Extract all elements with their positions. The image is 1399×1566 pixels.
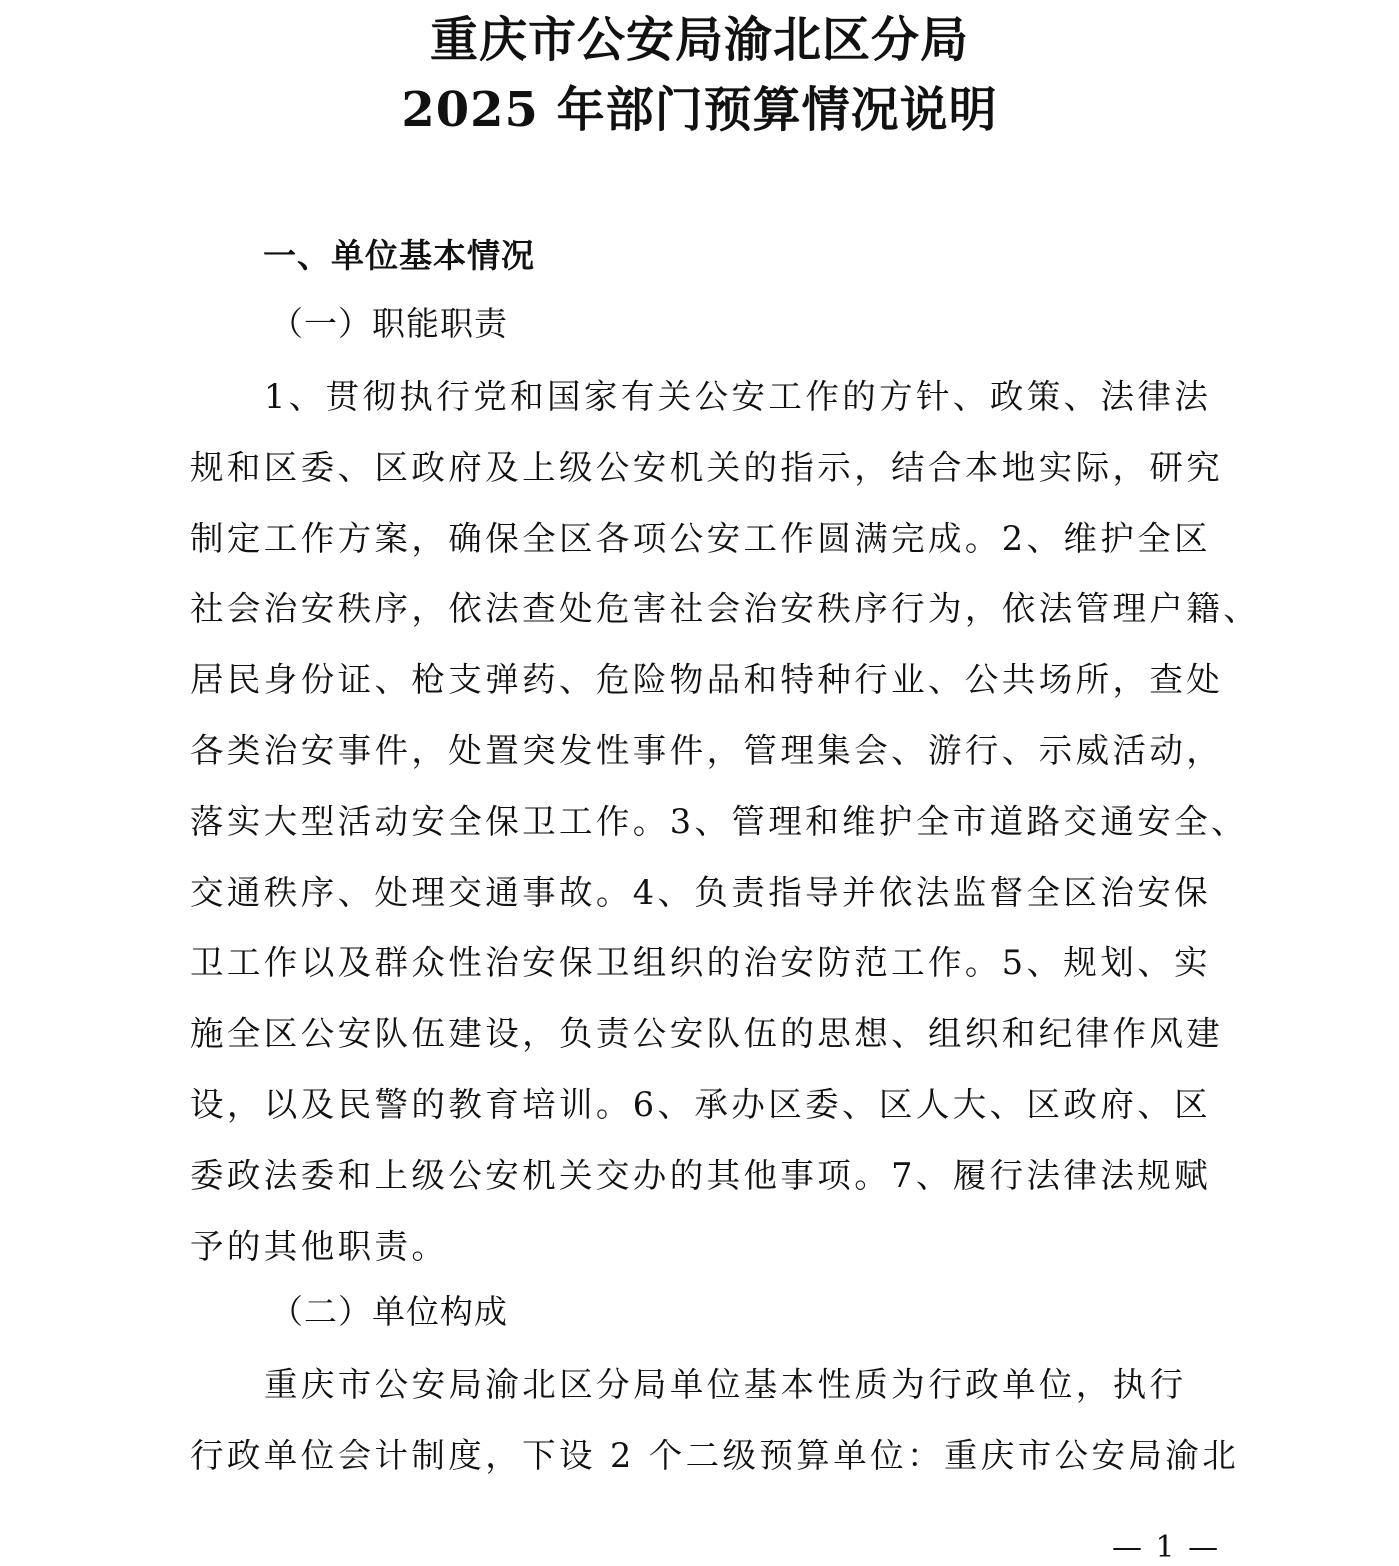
paragraph-line: 规和区委、区政府及上级公安机关的指示，结合本地实际，研究 <box>190 447 1224 487</box>
paragraph-line: 施全区公安队伍建设，负责公安队伍的思想、组织和纪律作风建 <box>190 1014 1224 1054</box>
paragraph-functions-duties <box>190 362 1261 1282</box>
paragraph-line: 重庆市公安局渝北区分局单位基本性质为行政单位，执行 <box>264 1365 1187 1404</box>
paragraph-line: 居民身份证、枪支弹药、危险物品和特种行业、公共场所，查处 <box>190 660 1224 700</box>
paragraph-line: 制定工作方案，确保全区各项公安工作圆满完成。2、维护全区 <box>190 518 1212 558</box>
paragraph-line: 设，以及民警的教育培训。6、承办区委、区人大、区政府、区 <box>190 1084 1212 1124</box>
paragraph-line: 委政法委和上级公安机关交办的其他事项。7、履行法律法规赋 <box>190 1155 1212 1195</box>
document-title-line-1: 重庆市公安局渝北区分局 <box>429 12 969 68</box>
paragraph-line: 社会治安秩序，依法查处危害社会治安秩序行为，依法管理户籍、 <box>190 589 1261 629</box>
paragraph-unit-composition <box>190 1350 1250 1492</box>
subheading-unit-composition: （二）单位构成 <box>270 1292 508 1331</box>
paragraph-line: 交通秩序、处理交通事故。4、负责指导并依法监督全区治安保 <box>190 872 1212 912</box>
subheading-functions-duties: （一）职能职责 <box>270 304 508 343</box>
paragraph-line: 行政单位会计制度，下设 2 个二级预算单位：重庆市公安局渝北 <box>190 1435 1240 1475</box>
paragraph-line: 予的其他职责。 <box>190 1226 449 1266</box>
page-number: — 1 — <box>1112 1530 1221 1565</box>
paragraph-line: 1、贯彻执行党和国家有关公安工作的方针、政策、法律法 <box>264 377 1212 416</box>
document-title-line-2: 2025 年部门预算情况说明 <box>401 82 998 138</box>
paragraph-line: 卫工作以及群众性治安保卫组织的治安防范工作。5、规划、实 <box>190 943 1212 983</box>
paragraph-line: 落实大型活动安全保卫工作。3、管理和维护全市道路交通安全、 <box>190 801 1248 841</box>
paragraph-line: 各类治安事件，处置突发性事件，管理集会、游行、示威活动， <box>190 730 1224 770</box>
section-heading-basic-info: 一、单位基本情况 <box>263 236 535 275</box>
